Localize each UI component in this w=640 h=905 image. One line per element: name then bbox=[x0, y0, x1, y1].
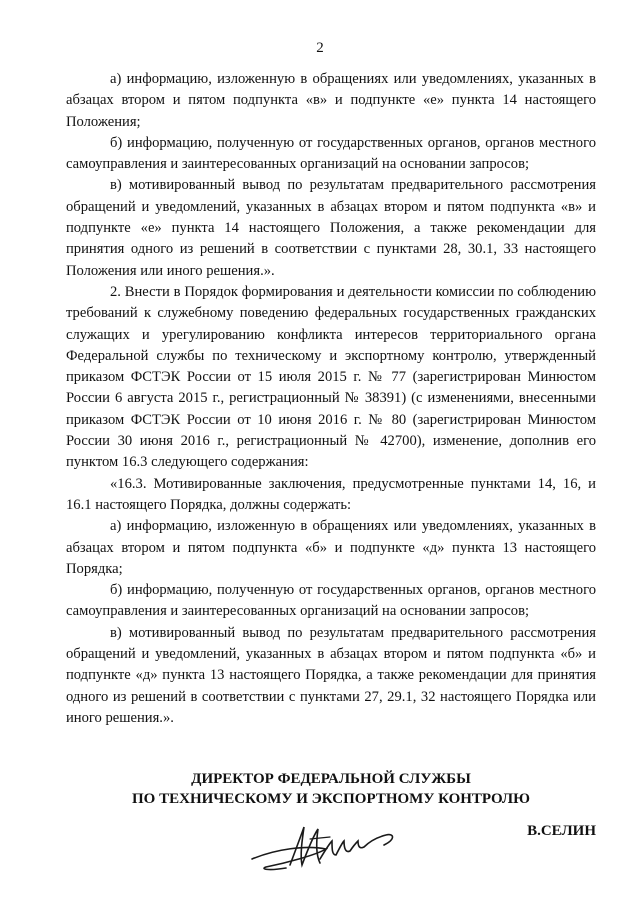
handwritten-signature bbox=[246, 819, 406, 875]
paragraph-16-3b: б) информацию, полученную от государственных органов, органов местного самоуправления и заинтересованных организаций на основании запросов; bbox=[66, 582, 596, 620]
signer-title-line-1: ДИРЕКТОР ФЕДЕРАЛЬНОЙ СЛУЖБЫ bbox=[191, 771, 471, 787]
document-body bbox=[66, 69, 596, 729]
paragraph-1b: б) информацию, полученную от государственных органов, органов местного самоуправления и заинтересованных организаций на основании запросов; bbox=[66, 134, 596, 173]
signature-block bbox=[66, 769, 596, 839]
signer-title-line-2: ПО ТЕХНИЧЕСКОМУ И ЭКСПОРТНОМУ КОНТРОЛЮ bbox=[132, 791, 530, 807]
paragraph-1c: в) мотивированный вывод по результатам предварительного рассмотрения обращений и уведомлений, указанных в абзацах втором и пятом подпункта «в» и подпункте «е» пункта 14 настоящего Положения, а также рекомендации для принятия одного из решений в соответствии с пунктами 28, 30.1, 33 настоящего Положения или иного решения.». bbox=[66, 177, 596, 279]
paragraph-16-3a: а) информацию, изложенную в обращениях или уведомлениях, указанных в абзацах втором и пятом подпункта «б» и подпункте «д» пункта 13 настоящего Порядка; bbox=[66, 518, 596, 577]
paragraph-16-3c: в) мотивированный вывод по результатам предварительного рассмотрения обращений и уведомлений, указанных в абзацах втором и пятом подпункта «б» и подпункте «д» пункта 13 настоящего Порядка, а также рекомендации для принятия одного из решений в соответствии с пунктами 27, 29.1, 32 настоящего Порядка или иного решения.». bbox=[66, 624, 596, 726]
signer-name: В.СЕЛИН bbox=[527, 823, 596, 839]
paragraph-2: 2. Внести в Порядок формирования и деятельности комиссии по соблюдению требований к служебному поведению федеральных государственных гражданских служащих и урегулированию конфликта интересов территориального органа Федеральной службы по техническому и экспортному контролю, утвержденный приказом ФСТЭК России от 15 июля 2015 г. № 77 (зарегистрирован Минюстом России 6 августа 2015 г., регистрационный № 38391) (с изменениями, внесенными приказом ФСТЭК России от 10 июня 2016 г. № 80 (зарегистрирован Минюстом России 30 июня 2016 г., регистрационный № 42700), изменение, дополнив его пунктом 16.3 следующего содержания: bbox=[66, 283, 596, 471]
signature-row bbox=[66, 819, 596, 879]
paragraph-1a: а) информацию, изложенную в обращениях или уведомлениях, указанных в абзацах втором и пятом подпункта «в» и подпункте «е» пункта 14 настоящего Положения; bbox=[66, 71, 596, 130]
page-number: 2 bbox=[316, 40, 324, 56]
paragraph-16-3: «16.3. Мотивированные заключения, предусмотренные пунктами 14, 16, и 16.1 настоящего Порядка, должны содержать: bbox=[66, 475, 596, 513]
